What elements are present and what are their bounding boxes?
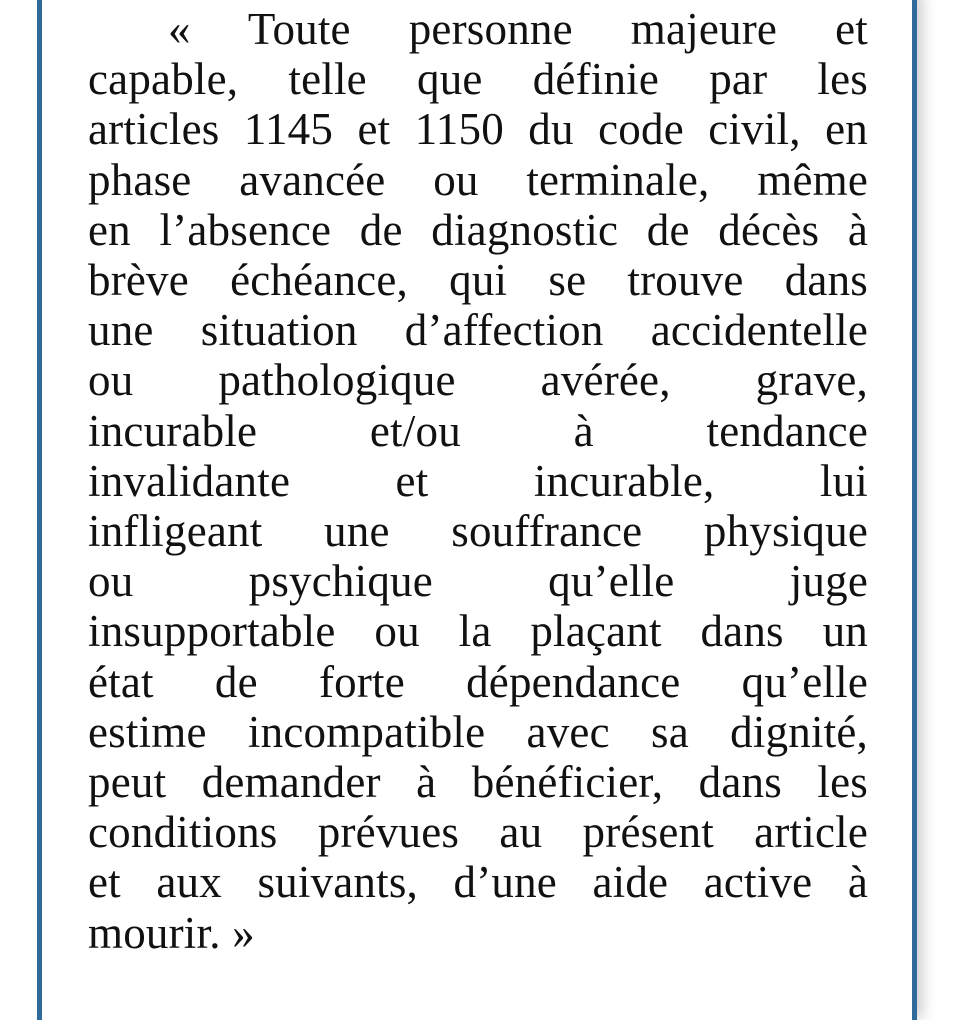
quote-line: articles 1145 et 1150 du code civil, en <box>88 104 868 155</box>
quote-line: ou psychique qu’elle juge <box>88 556 868 607</box>
quote-line: capable, telle que définie par les <box>88 54 868 105</box>
quote-line: invalidante et incurable, lui <box>88 455 868 506</box>
quote-line: estime incompatible avec sa dignité, <box>88 706 868 757</box>
quote-line: et aux suivants, d’une aide active à <box>88 857 868 908</box>
quote-line-last: mourir. » <box>88 907 255 958</box>
quote-line: une situation d’affection accidentelle <box>88 305 868 356</box>
quote-line: infligeant une souffrance physique <box>88 506 868 557</box>
quote-line: « Toute personne majeure et <box>168 4 868 54</box>
quote-line: ou pathologique avérée, grave, <box>88 355 868 406</box>
quote-line: état de forte dépendance qu’elle <box>88 656 868 707</box>
quote-line: incurable et/ou à tendance <box>88 405 868 456</box>
quote-line: conditions prévues au présent article <box>88 807 868 858</box>
quote-line: phase avancée ou terminale, même <box>88 154 868 205</box>
quote-line: brève échéance, qui se trouve dans <box>88 255 868 306</box>
quote-line: en l’absence de diagnostic de décès à <box>88 204 868 255</box>
quote-line: insupportable ou la plaçant dans un <box>88 606 868 657</box>
quote-line: peut demander à bénéficier, dans les <box>88 757 868 808</box>
legal-article-quote <box>88 4 868 958</box>
